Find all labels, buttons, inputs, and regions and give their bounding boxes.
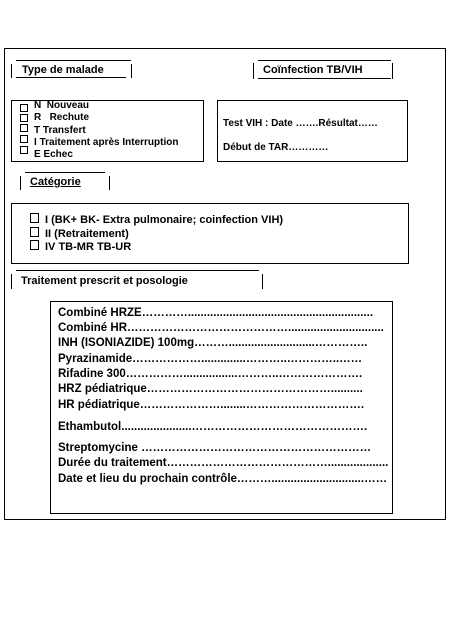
debut-tar-field[interactable]: Début de TAR………… — [223, 142, 329, 153]
coinfection-title: Coïnfection TB/VIH — [263, 64, 363, 76]
categorie-option-4: IV TB-MR TB-UR — [45, 241, 132, 253]
page-frame-top — [4, 48, 446, 49]
checkbox-rechute[interactable] — [20, 114, 28, 122]
posologie-hrz-pediatrique[interactable]: HRZ pédiatrique………………………………………….......... — [58, 383, 363, 395]
option-rechute: R Rechute — [34, 112, 90, 123]
type-malade-title: Type de malade — [22, 64, 104, 76]
checkbox-nouveau[interactable] — [20, 104, 28, 112]
posologie-hr-pediatrique[interactable]: HR pédiatrique…………………........…………………………. — [58, 399, 365, 411]
checkbox-categorie-4[interactable] — [30, 240, 39, 250]
posologie-hrze[interactable]: Combiné HRZE………….......................................................... — [58, 307, 374, 319]
test-vih-field[interactable]: Test VIH : Date …….Résultat…… — [223, 118, 378, 129]
posologie-ethambutol[interactable]: Ethambutol......................………………………………………. — [58, 421, 368, 433]
option-echec: E Echec — [34, 149, 73, 160]
checkbox-categorie-2[interactable] — [30, 227, 39, 237]
categorie-option-1: I (BK+ BK- Extra pulmonaire; coinfection VIH) — [45, 214, 284, 226]
posologie-inh[interactable]: INH (ISONIAZIDE) 100mg………...........................………….. — [58, 337, 368, 349]
duree-traitement[interactable]: Durée du traitement……………………………………................... — [58, 457, 389, 469]
checkbox-transfert[interactable] — [20, 124, 28, 132]
page-frame-bottom — [4, 519, 446, 520]
page-frame-right — [445, 48, 446, 520]
posologie-pyrazinamide[interactable]: Pyrazinamide………………..............………..…………..…… — [58, 353, 363, 365]
checkbox-categorie-1[interactable] — [30, 213, 39, 223]
prochain-controle[interactable]: Date et lieu du prochain contrôle……….............................…… — [58, 473, 388, 485]
checkbox-echec[interactable] — [20, 146, 28, 154]
option-transfert: T Transfert — [34, 125, 86, 136]
checkbox-interruption[interactable] — [20, 135, 28, 143]
option-nouveau: N Nouveau — [34, 100, 90, 111]
traitement-title: Traitement prescrit et posologie — [21, 275, 188, 287]
option-interruption: I Traitement après Interruption — [34, 137, 179, 148]
posologie-rifadine[interactable]: Rifadine 300…………….................………..…………………. — [58, 368, 363, 380]
categorie-option-2: II (Retraitement) — [45, 228, 129, 240]
categorie-title: Catégorie — [30, 176, 81, 188]
page-frame-left — [4, 48, 5, 520]
posologie-streptomycine[interactable]: Streptomycine …………………………………………………… — [58, 442, 372, 454]
posologie-hr[interactable]: Combiné HR…………………………………….............................. — [58, 322, 384, 334]
